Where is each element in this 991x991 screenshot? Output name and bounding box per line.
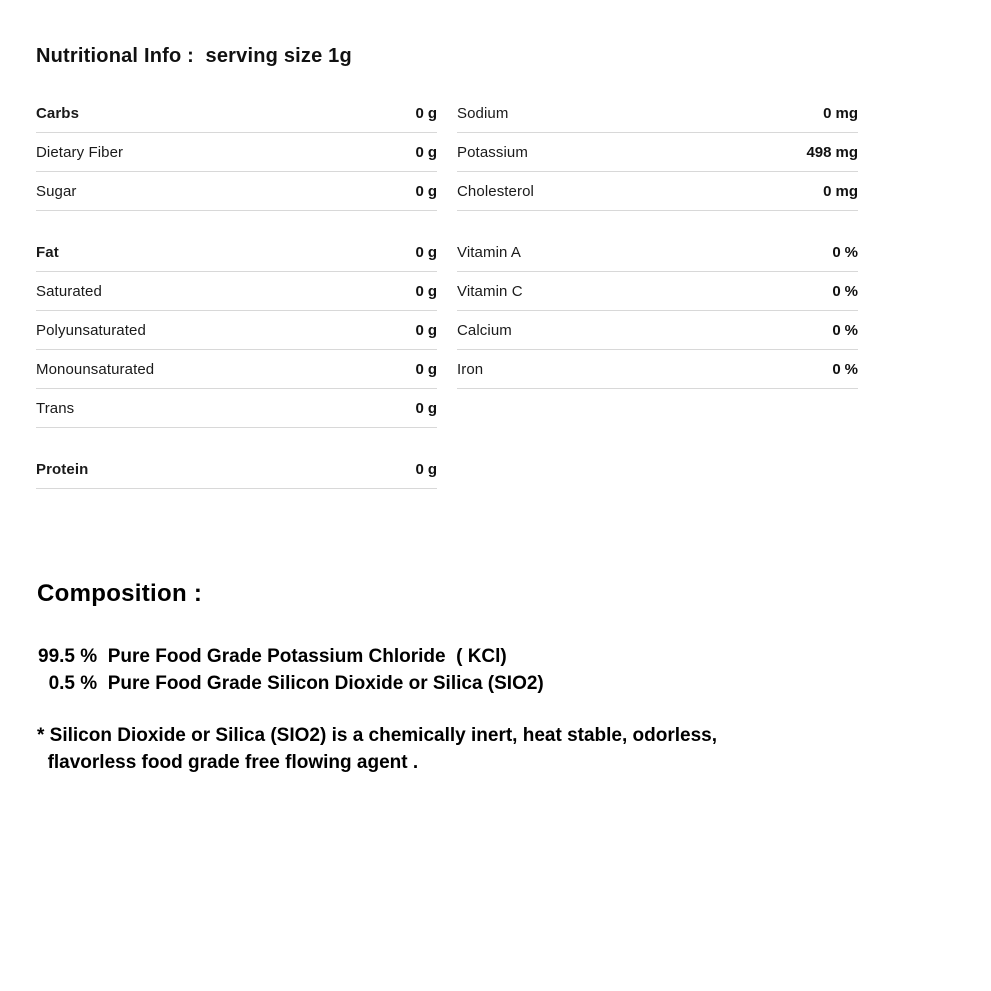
nutrient-label: Monounsaturated	[36, 360, 155, 378]
nutrient-value: 0	[415, 282, 424, 300]
nutrition-row	[457, 272, 858, 311]
nutrient-label: Potassium	[457, 143, 528, 161]
nutrition-row	[36, 450, 437, 489]
composition-note-line: * Silicon Dioxide or Silica (SIO2) is a chemically inert, heat stable, odorless,	[37, 725, 718, 746]
nutrient-value: 0	[415, 104, 424, 122]
nutrient-value: 0	[832, 282, 841, 300]
nutrient-value: 0	[415, 243, 424, 261]
nutrient-label: Polyunsaturated	[36, 321, 146, 339]
nutrient-label: Vitamin C	[457, 282, 523, 300]
nutrition-row	[36, 94, 437, 133]
nutrient-label: Saturated	[36, 282, 102, 300]
composition-line: 0.5 % Pure Food Grade Silicon Dioxide or Silica (SIO2)	[38, 673, 544, 694]
nutrient-value: 498	[806, 143, 832, 161]
nutrient-value: 0	[832, 321, 841, 339]
nutrient-label: Iron	[457, 360, 484, 378]
nutrient-amount	[832, 361, 858, 378]
nutrient-unit: %	[844, 282, 858, 300]
nutrient-group	[36, 450, 437, 489]
nutrition-row	[457, 133, 858, 172]
page-title: Nutritional Info : serving size 1g	[36, 45, 352, 67]
nutrient-unit: g	[427, 143, 437, 161]
nutrient-value: 0	[415, 321, 424, 339]
nutrition-right-column	[457, 94, 858, 389]
nutrient-amount	[415, 322, 437, 339]
nutrient-value: 0	[415, 182, 424, 200]
nutrient-unit: %	[844, 360, 858, 378]
nutrient-value: 0	[415, 143, 424, 161]
nutrient-label: Vitamin A	[457, 243, 521, 261]
nutrition-row	[457, 311, 858, 350]
nutrition-row	[36, 389, 437, 428]
nutrient-unit: %	[844, 243, 858, 261]
nutrient-amount	[823, 105, 858, 122]
nutrient-unit: g	[427, 360, 437, 378]
nutrient-unit: g	[427, 182, 437, 200]
nutrition-row	[36, 311, 437, 350]
composition-items	[38, 643, 544, 697]
nutrient-unit: g	[427, 321, 437, 339]
nutrition-row	[36, 172, 437, 211]
nutrient-label: Carbs	[36, 104, 80, 122]
nutrient-amount	[415, 283, 437, 300]
nutrient-group	[457, 233, 858, 389]
composition-line: 99.5 % Pure Food Grade Potassium Chloride ( KCl)	[38, 646, 507, 667]
nutrition-left-column	[36, 94, 437, 489]
composition-note-line: flavorless food grade free flowing agent .	[37, 752, 419, 773]
nutrient-label: Sugar	[36, 182, 77, 200]
nutrition-row	[457, 94, 858, 133]
nutrition-row	[36, 233, 437, 272]
nutrient-unit: mg	[835, 182, 858, 200]
nutrient-unit: g	[427, 399, 437, 417]
nutrition-row	[36, 133, 437, 172]
nutrient-group	[36, 233, 437, 428]
nutrient-amount	[415, 400, 437, 417]
nutrient-unit: g	[427, 282, 437, 300]
nutrient-amount	[415, 105, 437, 122]
nutrition-row	[36, 272, 437, 311]
nutrient-value: 0	[415, 360, 424, 378]
nutrient-amount	[415, 461, 437, 478]
nutrient-unit: %	[844, 321, 858, 339]
nutrient-amount	[415, 361, 437, 378]
nutrient-label: Fat	[36, 243, 59, 261]
nutrient-group	[36, 94, 437, 211]
nutrient-label: Protein	[36, 460, 89, 478]
nutrient-amount	[415, 244, 437, 261]
nutrient-amount	[823, 183, 858, 200]
nutrient-amount	[806, 144, 858, 161]
nutrient-amount	[832, 244, 858, 261]
nutrient-unit: g	[427, 243, 437, 261]
nutrient-label: Trans	[36, 399, 75, 417]
nutrient-value: 0	[832, 360, 841, 378]
nutrient-amount	[832, 283, 858, 300]
nutrition-row	[457, 172, 858, 211]
nutrient-unit: g	[427, 104, 437, 122]
nutrition-row	[457, 350, 858, 389]
nutrient-value: 0	[823, 182, 832, 200]
nutrition-row	[457, 233, 858, 272]
nutrient-amount	[415, 144, 437, 161]
nutrient-group	[457, 94, 858, 211]
nutrient-amount	[832, 322, 858, 339]
nutrient-unit: mg	[835, 104, 858, 122]
composition-note	[37, 722, 717, 776]
nutrient-value: 0	[415, 399, 424, 417]
nutrient-label: Sodium	[457, 104, 509, 122]
nutrient-value: 0	[823, 104, 832, 122]
nutrition-row	[36, 350, 437, 389]
nutrient-value: 0	[415, 460, 424, 478]
nutrient-value: 0	[832, 243, 841, 261]
nutrient-amount	[415, 183, 437, 200]
nutrient-label: Cholesterol	[457, 182, 534, 200]
nutrient-unit: mg	[835, 143, 858, 161]
nutrient-label: Calcium	[457, 321, 512, 339]
nutrient-label: Dietary Fiber	[36, 143, 124, 161]
nutrient-unit: g	[427, 460, 437, 478]
composition-heading: Composition :	[37, 580, 203, 607]
